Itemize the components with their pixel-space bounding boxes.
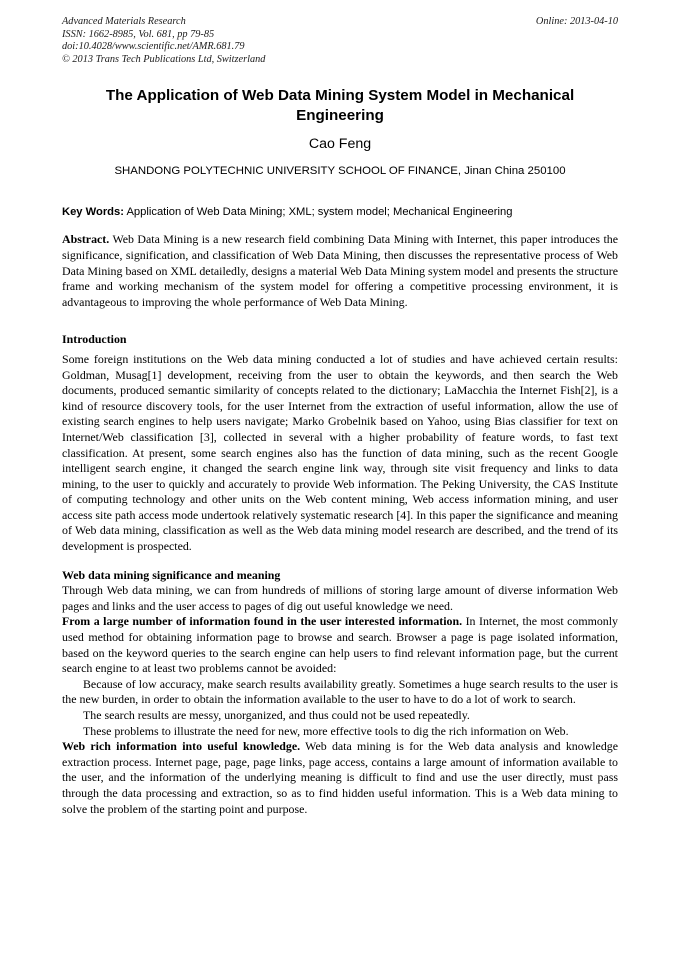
author-affiliation: SHANDONG POLYTECHNIC UNIVERSITY SCHOOL OF FINANCE, Jinan China 250100 <box>114 165 566 178</box>
journal-header <box>62 16 618 66</box>
journal-issn: ISSN: 1662-8985, Vol. 681, pp 79-85 <box>62 28 215 40</box>
page-content <box>62 16 618 817</box>
significance-paragraph-3-text: Web data mining is for the Web data analysis and knowledge extraction process. Internet page, page, page links, page access, contains a large amount of information available to the user, and the information of the underlying meaning is difficult to find and use the user directly, must pass through the data processing and extraction, so as to find hidden useful information. This is a Web data mining to solve the problem of the starting point and purpose. <box>62 739 618 816</box>
runin-heading-user-interested-information: From a large number of information found in the user interested information. <box>62 614 463 629</box>
significance-bullet-3: These problems to illustrate the need for new, more effective tools to dig the rich information on Web. <box>83 723 569 738</box>
author-name: Cao Feng <box>308 136 372 153</box>
section-heading-introduction: Introduction <box>62 332 127 347</box>
significance-paragraph-3 <box>62 739 618 817</box>
significance-bullet-2: The search results are messy, unorganized, and thus could not be used repeatedly. <box>83 708 470 722</box>
section-heading-significance: Web data mining significance and meaning <box>62 567 281 582</box>
significance-bullet-1: Because of low accuracy, make search results availability greatly. Sometimes a huge search results to the user is the new burden, in order to obtain the information available to the user to have to do a lot of work to search. <box>62 676 618 707</box>
keywords-line <box>62 205 618 220</box>
page-title: The Application of Web Data Mining System Model in Mechanical Engineering <box>105 87 575 124</box>
title-block <box>62 86 618 179</box>
significance-paragraph-2-text: In Internet, the most commonly used method for obtaining information page to browse and search. Browser a page is page isolated information, based on the keyword queries to the search engine can help users to find relevant information page, but the current search engine to at least two problems cannot be avoided: <box>62 614 618 676</box>
significance-paragraph-2 <box>62 614 618 676</box>
abstract-text: Web Data Mining is a new research field combining Data Mining with Internet, this paper introduces the significance, signification, and classification of Web Data Mining, then discusses the representative process of Web Data Mining based on XML detailedly, designs a material Web Data Mining system model and presents the structure frame and working mechanism of the system model for offering a competitive processing environment, it is advantageous to improving the whole performance of Web Data Mining. <box>62 232 618 309</box>
keywords-label: Key Words: <box>62 206 124 219</box>
keywords-value: Application of Web Data Mining; XML; system model; Mechanical Engineering <box>126 206 513 219</box>
abstract-paragraph <box>62 232 618 310</box>
abstract-label: Abstract. <box>62 232 110 247</box>
journal-copyright: © 2013 Trans Tech Publications Ltd, Switzerland <box>62 53 266 65</box>
online-date: Online: 2013-04-10 <box>535 16 618 27</box>
introduction-paragraph: Some foreign institutions on the Web data mining conducted a lot of studies and have achieved certain results: Goldman, Musag[1] development, receiving from the user to obtain the keywords, and then search the Web documents, produced semantic similarity of concepts related to the dictionary; LaMacchia the Internet Fish[2], is a kind of resource discovery tools, for the user Internet from the extraction of useful information, allow the use of existing search engines to help users navigate; Marko Grobelnik based on Yahoo, using Bias classifier for text on Internet/Web classification [3], collected in several with a higher probability of feature words, to fast text classification. At present, some search engines also has the function of data mining, such as the recent Google intelligent search engine, it changed the search engine link way, through site visit frequency and links to data mining, to the user to quickly and accurately to provide Web information. The Peking University, the CAS Institute of computing technology and other units on the Web content mining, Web access information mining, and user access site path access mode undertook relatively systematic research [4]. In this paper the significance and meaning of Web data mining, classification as well as the Web data mining model research are described, and the trend of its development is prospected. <box>62 351 618 554</box>
journal-name: Advanced Materials Research <box>62 16 186 27</box>
significance-paragraph-1: Through Web data mining, we can from hundreds of millions of storing large amount of diverse information Web pages and links and the user access to pages of dig out useful knowledge we need. <box>62 583 618 613</box>
runin-heading-web-rich-information: Web rich information into useful knowledge. <box>62 739 301 754</box>
journal-doi: doi:10.4028/www.scientific.net/AMR.681.79 <box>62 41 245 53</box>
